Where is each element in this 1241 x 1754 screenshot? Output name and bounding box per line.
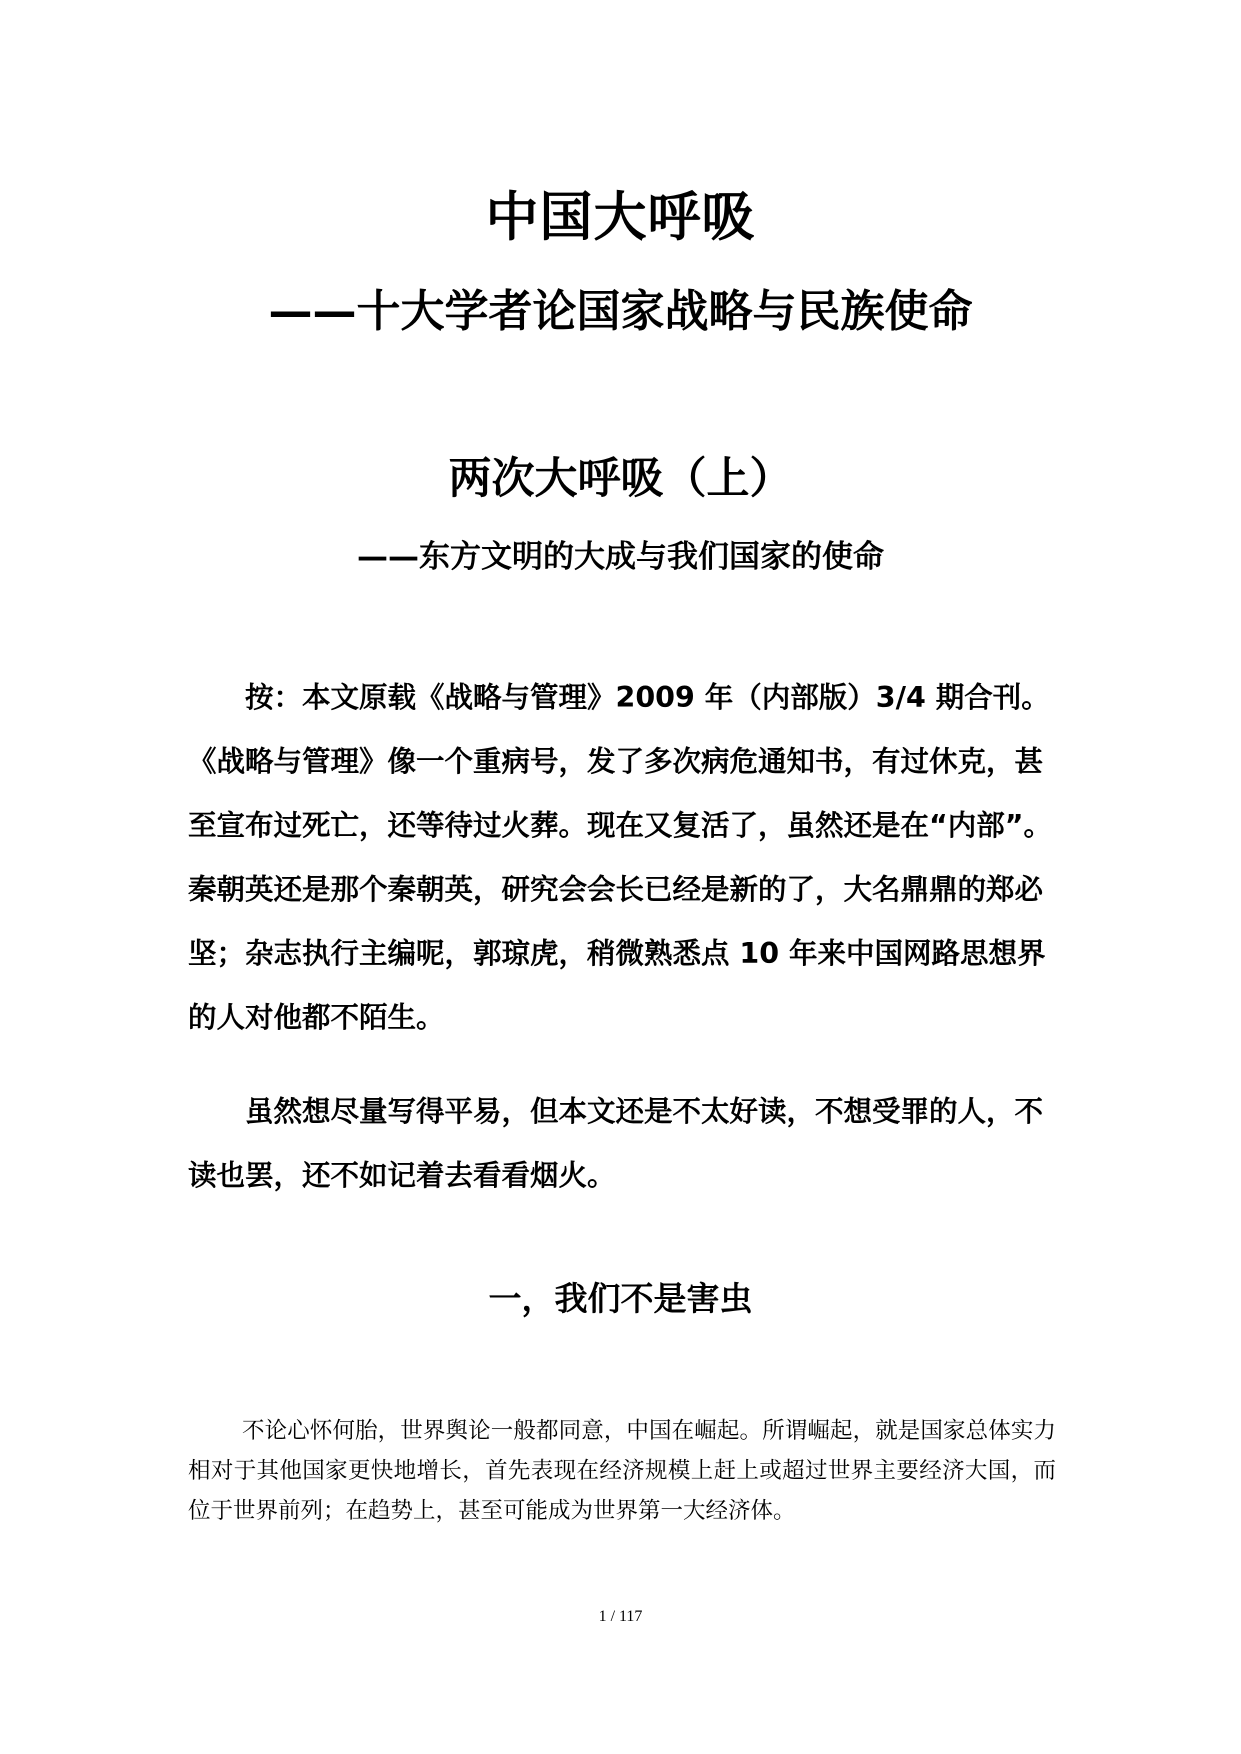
section-subtitle: ——东方文明的大成与我们国家的使命	[357, 539, 884, 575]
document-title: 中国大呼吸	[485, 187, 756, 248]
section-title: 两次大呼吸（上）	[448, 454, 793, 504]
body-paragraph: 不论心怀何胎，世界舆论一般都同意，中国在崛起。所谓崛起，就是国家总体实力相对于其他国家更快地增长，首先表现在经济规模上赶上或超过世界主要经济大国，而位于世界前列；在趋势上，甚至可能成为世界第一大经济体。	[188, 1418, 1056, 1524]
editor-note-paragraph: 按：本文原载《战略与管理》2009 年（内部版）3/4 期合刊。《战略与管理》像一个重病号，发了多次病危通知书，有过休克，甚至宣布过死亡，还等待过火葬。现在又复活了，虽然还是在“内部”。秦朝英还是那个秦朝英，研究会会长已经是新的了，大名鼎鼎的郑必坚；杂志执行主编呢，郭琼虎，稍微熟悉点 10 年来中国网路思想界的人对他都不陌生。	[188, 681, 1052, 1034]
document-subtitle: ——十大学者论国家战略与民族使命	[268, 286, 973, 337]
editor-note-paragraph-2: 虽然想尽量写得平易，但本文还是不太好读，不想受罪的人，不读也罢，还不如记着去看看烟火。	[188, 1095, 1044, 1192]
chapter-heading: 一，我们不是害虫	[488, 1279, 753, 1318]
page-number: 1 / 117	[598, 1608, 643, 1625]
